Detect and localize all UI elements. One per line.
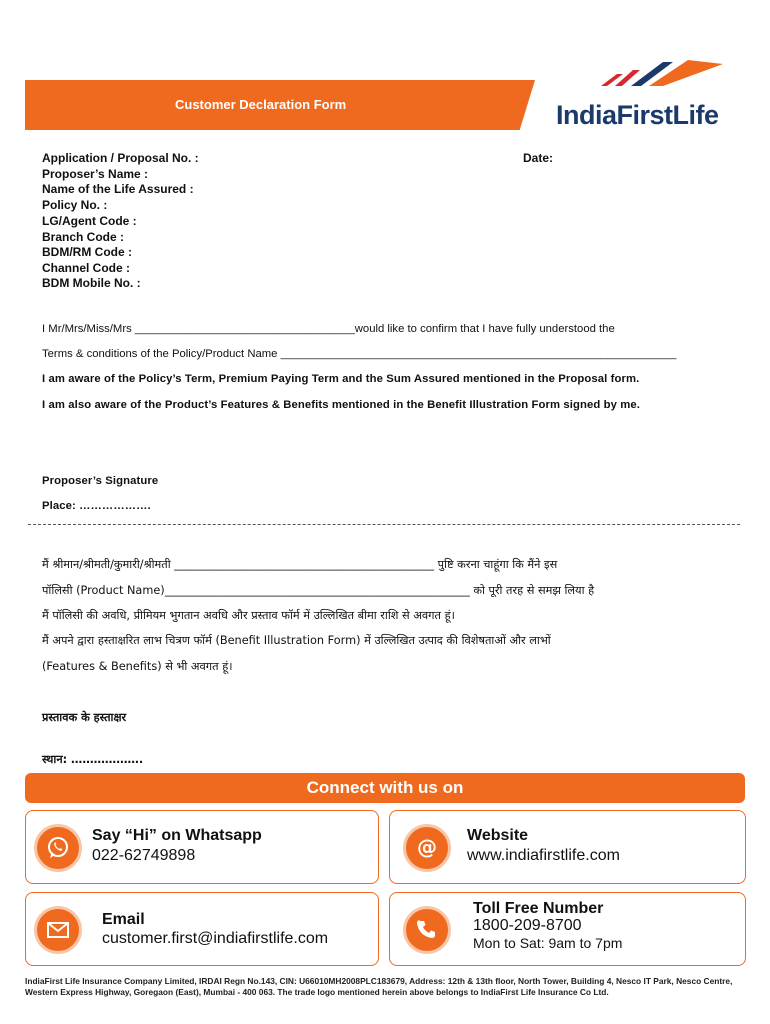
email-icon	[34, 906, 82, 954]
field-life-assured: Name of the Life Assured :	[42, 182, 194, 196]
hindi-place-label: स्थान: ……………….	[42, 753, 144, 766]
field-branch-code: Branch Code :	[42, 230, 125, 244]
proposer-signature-label: Proposer’s Signature	[42, 475, 159, 487]
at-icon	[403, 824, 451, 872]
whatsapp-title: Say “Hi” on Whatsapp	[92, 827, 262, 844]
field-application-no: Application / Proposal No. :	[42, 151, 199, 165]
footer-legal-text: IndiaFirst Life Insurance Company Limited, IRDAI Regn No.143, CIN: U66010MH2008PLC183679, Address: 12th & 13th floor, North Tower, Building 4, Nesco IT Park, Nesco Centre, Western Express Highway, Goregaon (East), Mumbai - 400 063. The trade logo mentioned herein above belongs to IndiaFirst Life Insurance Co Ltd.	[25, 976, 733, 997]
email-card	[25, 892, 379, 966]
declaration-line-1: I Mr/Mrs/Miss/Mrs ___________________________________would like to confirm that I have fully understood the	[42, 323, 615, 335]
hindi-declaration-line-4: मैं अपने द्वारा हस्ताक्षरित लाभ चित्रण फॉर्म (Benefit Illustration Form) में उल्लिखित उत्पाद की विशेषताओं और लाभों	[42, 634, 551, 647]
whatsapp-number[interactable]: 022-62749898	[92, 847, 196, 864]
hindi-declaration-line-2: पॉलिसी (Product Name)______________________________________________________ को पूरी तरह से समझ लिया है	[42, 584, 595, 597]
field-proposer-name: Proposer’s Name :	[42, 167, 149, 181]
hindi-declaration-line-3: मैं पॉलिसी की अवधि, प्रीमियम भुगतान अवधि और प्रस्ताव फॉर्म में उल्लिखित बीमा राशि से अवगत हूं।	[42, 609, 455, 622]
website-title: Website	[467, 827, 529, 844]
declaration-line-3: I am aware of the Policy’s Term, Premium Paying Term and the Sum Assured mentioned in the Proposal form.	[42, 373, 640, 385]
hindi-signature-label: प्रस्तावक के हस्ताक्षर	[42, 711, 127, 724]
email-address[interactable]: customer.first@indiafirstlife.com	[102, 930, 329, 947]
declaration-line-2: Terms & conditions of the Policy/Product Name _______________________________________________________________	[42, 348, 677, 360]
whatsapp-card	[25, 810, 379, 884]
field-date: Date:	[523, 151, 554, 165]
field-channel-code: Channel Code :	[42, 261, 131, 275]
tollfree-number[interactable]: 1800-209-8700	[473, 917, 582, 934]
connect-title: Connect with us on	[306, 778, 464, 797]
logo-text: IndiaFirstLife	[556, 100, 719, 130]
field-bdm-rm-code: BDM/RM Code :	[42, 245, 132, 259]
hindi-declaration-line-5: (Features & Benefits) से भी अवगत हूं।	[42, 660, 233, 673]
place-label: Place: ……………….	[42, 500, 151, 512]
hindi-declaration-line-1: मैं श्रीमान/श्रीमती/कुमारी/श्रीमती ______________________________________________ पुष्टि करना चाहूंगा कि मैंने इस	[42, 558, 558, 571]
declaration-line-4: I am also aware of the Product’s Features & Benefits mentioned in the Benefit Illustration Form signed by me.	[42, 399, 641, 411]
svg-text:@: @	[417, 836, 437, 859]
section-divider	[28, 524, 740, 525]
whatsapp-icon	[34, 824, 82, 872]
website-url[interactable]: www.indiafirstlife.com	[467, 847, 620, 864]
field-agent-code: LG/Agent Code :	[42, 214, 137, 228]
tollfree-card	[389, 892, 746, 966]
phone-icon	[403, 906, 451, 954]
email-title: Email	[102, 911, 145, 928]
field-policy-no: Policy No. :	[42, 198, 108, 212]
website-card	[389, 810, 746, 884]
form-title: Customer Declaration Form	[175, 97, 347, 112]
tollfree-hours: Mon to Sat: 9am to 7pm	[473, 935, 623, 951]
tollfree-title: Toll Free Number	[473, 900, 604, 917]
field-bdm-mobile: BDM Mobile No. :	[42, 276, 141, 290]
